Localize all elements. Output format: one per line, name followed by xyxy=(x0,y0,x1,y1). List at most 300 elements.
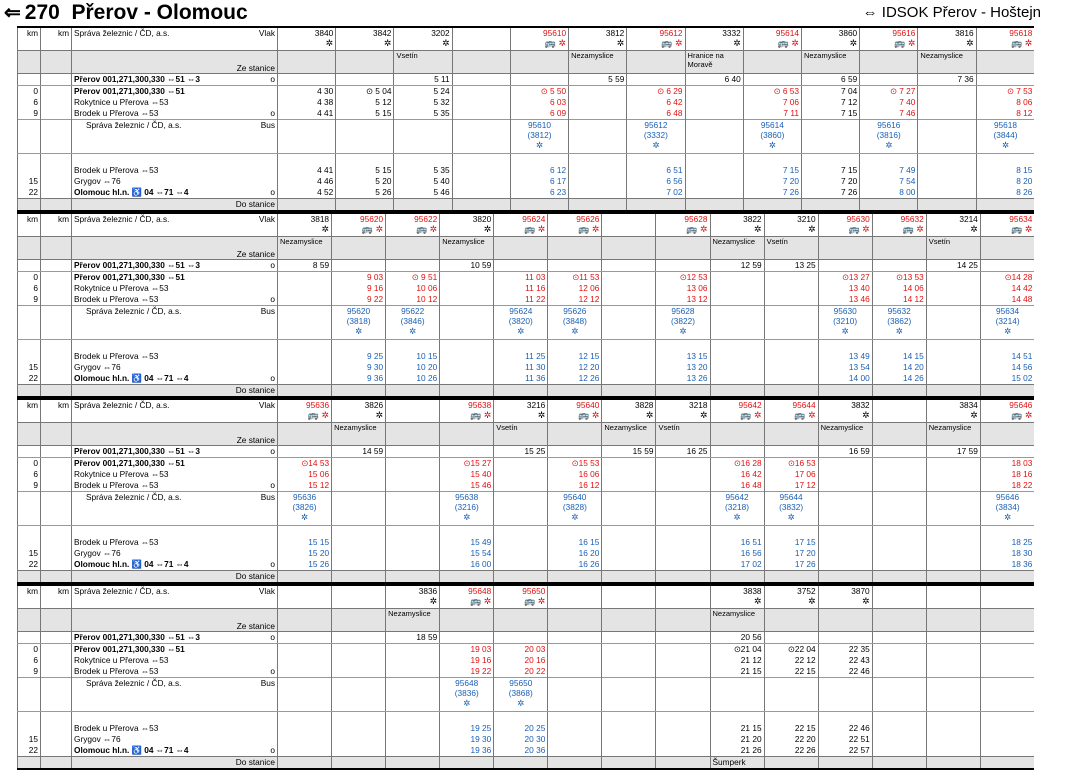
station-time xyxy=(278,655,332,666)
train-number: 3214 xyxy=(959,214,978,224)
train-icon: ✲ xyxy=(808,224,816,234)
to-station xyxy=(548,757,602,770)
station-time xyxy=(872,548,926,559)
station-time: 6 51 xyxy=(627,165,685,176)
bus-connection: 95614 (3860) ✲ xyxy=(743,120,801,154)
train-icon: 🚌 ✲ xyxy=(740,410,762,420)
train-number: 95628 xyxy=(684,214,708,224)
departure-time: 16 59 xyxy=(818,446,872,458)
station-time: 19 30 xyxy=(440,734,494,745)
station-name: Olomouc hl.n. ♿ 04 ⇔71 ⇔4 o xyxy=(72,559,278,571)
station-time: 8 12 xyxy=(976,108,1034,120)
train-icon: ✲ xyxy=(862,410,870,420)
train-header xyxy=(394,27,452,51)
station-time: 20 16 xyxy=(494,655,548,666)
train-number: 95640 xyxy=(576,400,600,410)
to-station xyxy=(872,571,926,584)
station-time xyxy=(872,559,926,571)
page-header xyxy=(0,0,1075,26)
station-time: 6 42 xyxy=(627,97,685,108)
train-icon: ✲ xyxy=(733,38,741,48)
departure-time xyxy=(278,632,332,644)
train-icon: 🚌 ✲ xyxy=(578,224,600,234)
station-time xyxy=(872,469,926,480)
station-time: 16 26 xyxy=(548,559,602,571)
station-time xyxy=(926,537,980,548)
station-time xyxy=(656,548,710,559)
station-time xyxy=(918,86,976,98)
train-number: 95630 xyxy=(846,214,870,224)
station-time xyxy=(926,283,980,294)
train-header xyxy=(386,213,440,237)
bus-connection: 95612 (3332) ✲ xyxy=(627,120,685,154)
to-station xyxy=(980,385,1034,398)
train-number: 95632 xyxy=(900,214,924,224)
station-time: 11 16 xyxy=(494,283,548,294)
station-time xyxy=(386,537,440,548)
station-time: 13 49 xyxy=(818,351,872,362)
station-time: 15 12 xyxy=(278,480,332,492)
station-time xyxy=(602,362,656,373)
station-time xyxy=(602,283,656,294)
station-time: 6 56 xyxy=(627,176,685,187)
train-header xyxy=(926,213,980,237)
train-number: 3838 xyxy=(743,586,762,596)
bus-connection xyxy=(918,120,976,154)
train-number: 95642 xyxy=(738,400,762,410)
to-station xyxy=(386,571,440,584)
station-time: 18 36 xyxy=(980,559,1034,571)
departure-time xyxy=(386,260,440,272)
station-time xyxy=(872,537,926,548)
station-time: ⊙22 04 xyxy=(764,644,818,656)
train-header xyxy=(627,27,685,51)
station-time: 16 15 xyxy=(548,537,602,548)
bus-connection xyxy=(332,492,386,526)
to-station: Šumperk xyxy=(710,757,764,770)
station-time: 5 15 xyxy=(336,108,394,120)
station-name: Grygov ⇔76 xyxy=(72,362,278,373)
station-time: ⊙13 27 xyxy=(818,272,872,284)
station-time: 22 46 xyxy=(818,723,872,734)
departure-time xyxy=(872,632,926,644)
station-time: 4 52 xyxy=(278,187,336,199)
to-station xyxy=(976,199,1034,212)
station-time xyxy=(656,458,710,470)
from-station xyxy=(764,423,818,446)
operator-header: Správa železnic / ČD, a.s. Vlak xyxy=(72,399,278,423)
bus-connection xyxy=(278,678,332,712)
station-name: Olomouc hl.n. ♿ 04 ⇔71 ⇔4 o xyxy=(72,373,278,385)
from-station xyxy=(548,237,602,260)
station-time xyxy=(602,294,656,306)
train-icon: ✲ xyxy=(616,38,625,48)
station-time: 7 20 xyxy=(743,176,801,187)
station-time xyxy=(926,723,980,734)
station-time: ⊙ 6 29 xyxy=(627,86,685,98)
station-time: 11 25 xyxy=(494,351,548,362)
station-time: 7 49 xyxy=(860,165,918,176)
departure-time xyxy=(818,260,872,272)
train-number: 3840 xyxy=(314,28,334,38)
from-station-label: Ze stanice xyxy=(72,237,278,260)
station-time xyxy=(332,480,386,492)
bus-connection xyxy=(656,492,710,526)
station-name: Olomouc hl.n. ♿ 04 ⇔71 ⇔4 o xyxy=(72,745,278,757)
station-time xyxy=(710,351,764,362)
station-time: 16 12 xyxy=(548,480,602,492)
station-time xyxy=(710,373,764,385)
station-time: 11 22 xyxy=(494,294,548,306)
station-time xyxy=(548,734,602,745)
bus-connection xyxy=(926,678,980,712)
bus-connection xyxy=(332,678,386,712)
departure-time: 18 59 xyxy=(386,632,440,644)
train-icon: ✲ xyxy=(970,410,978,420)
station-time: 20 36 xyxy=(494,745,548,757)
station-time: ⊙ 5 04 xyxy=(336,86,394,98)
station-time xyxy=(494,480,548,492)
station-time xyxy=(602,734,656,745)
station-time xyxy=(872,745,926,757)
train-number: 3202 xyxy=(431,28,450,38)
station-time xyxy=(386,548,440,559)
to-station xyxy=(602,385,656,398)
train-icon: 🚌 ✲ xyxy=(1011,38,1033,48)
to-station xyxy=(602,757,656,770)
station-time: 12 06 xyxy=(548,283,602,294)
station-time: 22 15 xyxy=(764,666,818,678)
from-station xyxy=(440,609,494,632)
to-station-label: Do stanice xyxy=(72,199,278,212)
station-time xyxy=(569,97,627,108)
from-station xyxy=(386,423,440,446)
station-time xyxy=(332,745,386,757)
bus-connection: 95636 (3826) ✲ xyxy=(278,492,332,526)
station-time: 6 23 xyxy=(510,187,568,199)
bus-connection: 95648 (3836) ✲ xyxy=(440,678,494,712)
station-time xyxy=(569,176,627,187)
departure-time xyxy=(818,632,872,644)
train-header xyxy=(494,585,548,609)
bus-connection: 95646 (3834) ✲ xyxy=(980,492,1034,526)
station-time: 22 12 xyxy=(764,655,818,666)
station-time: 20 30 xyxy=(494,734,548,745)
train-icon: ✲ xyxy=(849,38,858,48)
train-header xyxy=(278,213,332,237)
station-time xyxy=(278,373,332,385)
station-time: 16 20 xyxy=(548,548,602,559)
from-station-label: Ze stanice xyxy=(72,51,278,74)
station-time: 22 26 xyxy=(764,745,818,757)
departure-time xyxy=(764,446,818,458)
station-time xyxy=(602,373,656,385)
departure-time: 5 11 xyxy=(394,74,452,86)
station-time: 6 17 xyxy=(510,176,568,187)
departure-time xyxy=(548,446,602,458)
to-station xyxy=(440,385,494,398)
departure-time: 6 59 xyxy=(801,74,859,86)
from-station xyxy=(332,237,386,260)
departure-time: 10 59 xyxy=(440,260,494,272)
from-station xyxy=(278,423,332,446)
to-station xyxy=(818,757,872,770)
station-time: 15 46 xyxy=(440,480,494,492)
km-header: km xyxy=(41,585,72,609)
station-name: Olomouc hl.n. ♿ 04 ⇔71 ⇔4 o xyxy=(72,187,278,199)
train-header xyxy=(980,399,1034,423)
train-number: 3210 xyxy=(797,214,816,224)
station-time: 4 30 xyxy=(278,86,336,98)
station-time xyxy=(926,469,980,480)
to-station xyxy=(656,757,710,770)
station-time xyxy=(818,548,872,559)
train-icon: ✲ xyxy=(862,596,870,606)
bus-connection: 95610 (3812) ✲ xyxy=(510,120,568,154)
km-header: km xyxy=(18,27,41,51)
station-time xyxy=(569,187,627,199)
station-time: 13 06 xyxy=(656,283,710,294)
train-header xyxy=(656,213,710,237)
station-time xyxy=(332,655,386,666)
station-time xyxy=(548,745,602,757)
train-header xyxy=(278,399,332,423)
station-time xyxy=(278,283,332,294)
station-time xyxy=(918,176,976,187)
bus-connection: 95632 (3862) ✲ xyxy=(872,306,926,340)
station-time xyxy=(494,458,548,470)
from-station xyxy=(872,609,926,632)
station-time xyxy=(980,734,1034,745)
to-station xyxy=(278,199,336,212)
from-station xyxy=(710,423,764,446)
train-header xyxy=(860,27,918,51)
station-time xyxy=(918,165,976,176)
station-time xyxy=(452,108,510,120)
to-station xyxy=(602,571,656,584)
station-time xyxy=(386,559,440,571)
from-station: Nezamyslice xyxy=(710,609,764,632)
train-header xyxy=(976,27,1034,51)
station-time: 17 26 xyxy=(764,559,818,571)
station-time: 7 20 xyxy=(801,176,859,187)
bus-connection: 95634 (3214) ✲ xyxy=(980,306,1034,340)
station-time: 13 12 xyxy=(656,294,710,306)
station-time xyxy=(278,723,332,734)
train-header xyxy=(569,27,627,51)
station-time xyxy=(278,362,332,373)
station-name: Rokytnice u Přerova ⇔53 xyxy=(72,469,278,480)
departure-time xyxy=(336,74,394,86)
to-station xyxy=(926,385,980,398)
from-station: Vsetín xyxy=(394,51,452,74)
train-header xyxy=(656,585,710,609)
train-number: 95648 xyxy=(468,586,492,596)
station-time xyxy=(569,165,627,176)
train-number: 3216 xyxy=(526,400,546,410)
from-station xyxy=(976,51,1034,74)
station-time xyxy=(918,187,976,199)
station-time: 7 15 xyxy=(743,165,801,176)
station-name: Rokytnice u Přerova ⇔53 xyxy=(72,283,278,294)
train-number: 95636 xyxy=(305,400,330,410)
train-icon: 🚌 ✲ xyxy=(524,596,546,606)
train-number: 3836 xyxy=(418,586,438,596)
to-station xyxy=(764,571,818,584)
train-header xyxy=(872,399,926,423)
from-station xyxy=(764,609,818,632)
station-time xyxy=(818,537,872,548)
train-icon: 🚌 ✲ xyxy=(307,410,330,420)
train-header xyxy=(278,585,332,609)
station-time xyxy=(872,480,926,492)
station-time xyxy=(764,351,818,362)
from-station: Nezamyslice xyxy=(440,237,494,260)
bus-connection xyxy=(386,678,440,712)
train-header xyxy=(710,585,764,609)
station-time: 22 20 xyxy=(764,734,818,745)
station-time: 5 24 xyxy=(394,86,452,98)
station-time xyxy=(602,723,656,734)
station-time xyxy=(602,559,656,571)
to-station xyxy=(278,757,332,770)
station-time xyxy=(685,97,743,108)
train-number: 95616 xyxy=(892,28,916,38)
station-time: 4 41 xyxy=(278,108,336,120)
station-time xyxy=(926,548,980,559)
bus-connection xyxy=(926,306,980,340)
station-time: 5 26 xyxy=(336,187,394,199)
from-station: Vsetín xyxy=(926,237,980,260)
bus-connection xyxy=(872,678,926,712)
route-name: Přerov - Olomouc xyxy=(71,1,248,24)
departure-time xyxy=(452,74,510,86)
station-time: 20 03 xyxy=(494,644,548,656)
station-time xyxy=(656,559,710,571)
bus-connection xyxy=(980,678,1034,712)
to-station xyxy=(918,199,976,212)
station-time xyxy=(918,97,976,108)
to-station xyxy=(569,199,627,212)
km-header: km xyxy=(41,213,72,237)
station-time xyxy=(494,469,548,480)
train-icon: 🚌 ✲ xyxy=(524,224,546,234)
departure-time: 17 59 xyxy=(926,446,980,458)
to-station xyxy=(926,757,980,770)
from-station xyxy=(602,237,656,260)
station-time xyxy=(926,666,980,678)
station-time xyxy=(386,723,440,734)
station-time xyxy=(278,294,332,306)
station-time xyxy=(685,165,743,176)
from-station xyxy=(980,609,1034,632)
from-station: Nezamyslice xyxy=(386,609,440,632)
train-icon: 🚌 ✲ xyxy=(1011,224,1033,234)
station-time xyxy=(548,644,602,656)
from-station xyxy=(602,609,656,632)
station-time xyxy=(440,294,494,306)
station-time xyxy=(278,745,332,757)
station-time: 9 25 xyxy=(332,351,386,362)
bus-connection xyxy=(818,678,872,712)
station-time: ⊙ 7 27 xyxy=(860,86,918,98)
to-station xyxy=(743,199,801,212)
station-time xyxy=(332,469,386,480)
station-time: 17 20 xyxy=(764,548,818,559)
station-time: 5 12 xyxy=(336,97,394,108)
train-icon: ✲ xyxy=(383,38,392,48)
departure-time: 20 56 xyxy=(710,632,764,644)
bus-connection: 95622 (3846) ✲ xyxy=(386,306,440,340)
km-header: km xyxy=(41,27,72,51)
station-time: 7 46 xyxy=(860,108,918,120)
departure-time xyxy=(860,74,918,86)
station-time xyxy=(452,165,510,176)
station-time xyxy=(440,362,494,373)
bus-connection xyxy=(872,492,926,526)
station-time: ⊙ 7 53 xyxy=(976,86,1034,98)
station-time xyxy=(926,480,980,492)
train-icon: 🚌 ✲ xyxy=(578,410,600,420)
bus-connection: 95640 (3828) ✲ xyxy=(548,492,602,526)
station-name: Brodek u Přerova ⇔53 xyxy=(72,351,278,362)
train-icon: ✲ xyxy=(808,596,816,606)
station-time xyxy=(548,723,602,734)
station-time: 21 20 xyxy=(710,734,764,745)
station-time xyxy=(926,362,980,373)
train-number: 95626 xyxy=(576,214,600,224)
station-time: ⊙ 5 50 xyxy=(510,86,568,98)
station-time: 6 09 xyxy=(510,108,568,120)
train-header xyxy=(818,399,872,423)
bus-connection xyxy=(569,120,627,154)
train-header xyxy=(602,399,656,423)
to-station xyxy=(764,385,818,398)
station-time: 19 03 xyxy=(440,644,494,656)
station-time: ⊙21 04 xyxy=(710,644,764,656)
to-station xyxy=(494,385,548,398)
train-icon: ✲ xyxy=(375,410,384,420)
station-time: 13 15 xyxy=(656,351,710,362)
station-time: 19 16 xyxy=(440,655,494,666)
train-header xyxy=(440,585,494,609)
train-header xyxy=(332,585,386,609)
from-station: Nezamyslice xyxy=(801,51,859,74)
station-time: 7 11 xyxy=(743,108,801,120)
station-time xyxy=(452,187,510,199)
station-name: Přerov 001,271,300,330 ⇔51 ⇔3 o xyxy=(72,74,278,86)
km-header: km xyxy=(41,399,72,423)
train-header xyxy=(980,213,1034,237)
to-station-label: Do stanice xyxy=(72,571,278,584)
from-station xyxy=(452,51,510,74)
station-time: 18 30 xyxy=(980,548,1034,559)
station-time: 8 20 xyxy=(976,176,1034,187)
station-time xyxy=(764,272,818,284)
departure-time xyxy=(764,632,818,644)
from-station xyxy=(656,609,710,632)
train-header xyxy=(801,27,859,51)
train-header xyxy=(332,213,386,237)
train-number: 3818 xyxy=(310,214,330,224)
station-name: Brodek u Přerova ⇔53 xyxy=(72,165,278,176)
station-time xyxy=(386,480,440,492)
timetable-section: km km Správa železnic / ČD, a.s. Vlak 95636 🚌 ✲ 3826 ✲ 95638 🚌 ✲ 3216 ✲ 95640 🚌 ✲ 3828 ✲ 3218 ✲ 95642 🚌 ✲ 95644 🚌 ✲ 3832 ✲ 3834 ✲ 95646 🚌 ✲ Ze stanice Nezamyslice Vsetín Nezamyslice Vsetín Nezamyslice Nezamyslice Přerov 001,271,300,330 ⇔51 ⇔3 o 14 59 15 25 15 59 16 25 16 59 17 59 0 Přerov 001,271,300,330 ⇔51 ⊙14 53 ⊙15 27 ⊙15 53 ⊙16 28 ⊙16 53 18 03 6 Rokytnice u Přerova ⇔53 15 06 15 40 16 06 16 42 17 06 18 16 9 Brodek u Přerova ⇔53 o 15 12 15 46 16 12 16 48 17 12 18 22 Správa železnic / ČD, a.s. Bus 95636 (3826) ✲ 95638 (3216) ✲ 95640 (3828) ✲ 95642 (3218) ✲ 95644 (3832) ✲ 95646 (3834) ✲ Brodek u Přerova ⇔53 15 15 15 49 16 15 16 51 17 15 18 25 15 Grygov ⇔76 15 20 15 54 16 20 16 56 17 20 18 30 22 Olomouc hl.n. ♿ 04 ⇔71 ⇔4 o 15 26 16 00 16 26 17 02 17 26 18 36 Do stanice xyxy=(17,398,1034,584)
from-station xyxy=(627,51,685,74)
departure-time: 14 25 xyxy=(926,260,980,272)
station-time xyxy=(656,480,710,492)
departure-time: 14 59 xyxy=(332,446,386,458)
